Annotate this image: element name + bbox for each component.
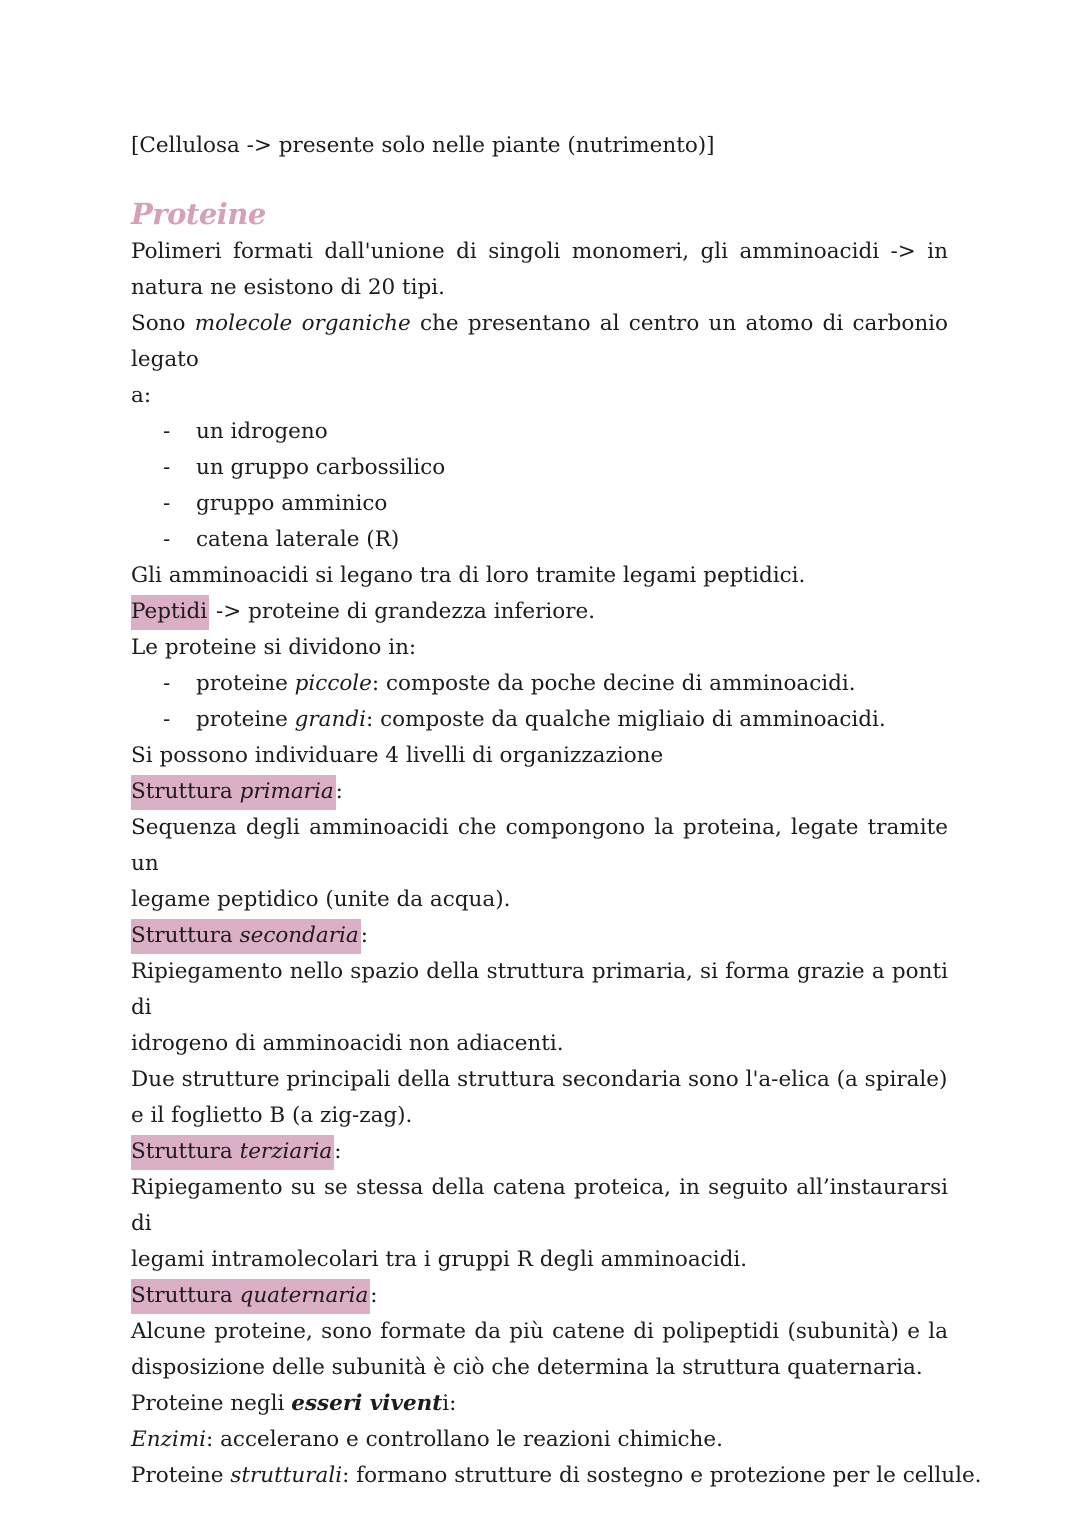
esseri-post: i: bbox=[442, 1391, 457, 1416]
label-pre: Struttura bbox=[131, 923, 240, 948]
label-colon: : bbox=[335, 779, 343, 804]
esseri-viventi-line bbox=[131, 1386, 948, 1422]
bullet-dash: - bbox=[163, 527, 171, 552]
primaria-text-line-2: legame peptidico (unite da acqua). bbox=[131, 887, 511, 912]
list-item-text: catena laterale (R) bbox=[196, 527, 400, 552]
label-struttura-secondaria-line bbox=[131, 918, 948, 954]
intro-line: [Cellulosa -> presente solo nelle piante (nutrimento)] bbox=[131, 133, 715, 158]
secondaria-text-line-2: idrogeno di amminoacidi non adiacenti. bbox=[131, 1031, 564, 1056]
document-page bbox=[131, 128, 982, 1494]
list-item-post: : composte da qualche migliaio di amminoacidi. bbox=[366, 707, 886, 732]
bullet-list-legami bbox=[131, 414, 948, 558]
paragraph-molecole-pre: Sono bbox=[131, 311, 195, 336]
label-italic: terziaria bbox=[239, 1139, 333, 1164]
list-item bbox=[163, 486, 948, 522]
highlight-peptidi: Peptidi bbox=[131, 595, 209, 630]
peptidi-text: -> proteine di grandezza inferiore. bbox=[209, 599, 596, 624]
bullet-list-dimensioni bbox=[131, 666, 948, 738]
list-item-pre: proteine bbox=[196, 671, 295, 696]
list-item-text: un idrogeno bbox=[196, 419, 328, 444]
label-italic: quaternaria bbox=[239, 1283, 369, 1308]
section-heading-proteine: Proteine bbox=[131, 197, 266, 231]
label-pre: Struttura bbox=[131, 779, 240, 804]
label-pre: Struttura bbox=[131, 1139, 240, 1164]
esseri-viventi-bold: esseri vivent bbox=[291, 1391, 443, 1416]
list-item bbox=[163, 666, 948, 702]
enzimi-italic: Enzimi bbox=[131, 1427, 207, 1452]
label-struttura-quaternaria-line bbox=[131, 1278, 948, 1314]
paragraph-livelli: Si possono individuare 4 livelli di organizzazione bbox=[131, 743, 664, 768]
label-colon: : bbox=[370, 1283, 378, 1308]
list-item bbox=[163, 450, 948, 486]
molecole-organiche-italic: molecole organiche bbox=[194, 311, 411, 336]
list-item bbox=[163, 414, 948, 450]
label-colon: : bbox=[360, 923, 368, 948]
enzimi-text: : accelerano e controllano le reazioni chimiche. bbox=[206, 1427, 723, 1452]
paragraph-molecole-post: che presentano al centro un atomo di carbonio legato bbox=[131, 311, 948, 372]
label-colon: : bbox=[334, 1139, 342, 1164]
list-item-text: un gruppo carbossilico bbox=[196, 455, 446, 480]
list-item-italic: piccole bbox=[294, 671, 372, 696]
label-italic: secondaria bbox=[239, 923, 359, 948]
list-item-post: : composte da poche decine di amminoacidi. bbox=[371, 671, 856, 696]
label-italic: primaria bbox=[239, 779, 334, 804]
bullet-dash: - bbox=[163, 455, 171, 480]
strutturali-line bbox=[131, 1458, 982, 1494]
list-item bbox=[163, 702, 948, 738]
paragraph-polimeri-line-2: natura ne esistono di 20 tipi. bbox=[131, 275, 446, 300]
secondaria-text-line-4: e il foglietto B (a zig-zag). bbox=[131, 1103, 413, 1128]
bullet-dash: - bbox=[163, 419, 171, 444]
terziaria-text-line-2: legami intramolecolari tra i gruppi R degli amminoacidi. bbox=[131, 1247, 748, 1272]
strutturali-text: : formano strutture di sostegno e protezione per le cellule. bbox=[342, 1463, 982, 1488]
secondaria-text-line-3: Due strutture principali della struttura secondaria sono l'a-elica (a spirale) bbox=[131, 1067, 948, 1092]
quaternaria-text-line-1: Alcune proteine, sono formate da più catene di polipeptidi (subunità) e la bbox=[131, 1319, 948, 1344]
bullet-dash: - bbox=[163, 707, 171, 732]
terziaria-text-line-1: Ripiegamento su se stessa della catena proteica, in seguito all’instaurarsi di bbox=[131, 1175, 948, 1236]
esseri-pre: Proteine negli bbox=[131, 1391, 292, 1416]
paragraph-legami-peptidici: Gli amminoacidi si legano tra di loro tramite legami peptidici. bbox=[131, 563, 806, 588]
paragraph-si-dividono: Le proteine si dividono in: bbox=[131, 635, 417, 660]
paragraph-polimeri-line-1: Polimeri formati dall'unione di singoli monomeri, gli amminoacidi -> in bbox=[131, 239, 948, 264]
paragraph-molecole-line-1 bbox=[131, 306, 948, 378]
list-item-text: gruppo amminico bbox=[196, 491, 388, 516]
secondaria-text-line-1: Ripiegamento nello spazio della struttura primaria, si forma grazie a ponti di bbox=[131, 959, 948, 1020]
enzimi-line bbox=[131, 1422, 948, 1458]
bullet-dash: - bbox=[163, 671, 171, 696]
peptidi-line bbox=[131, 594, 948, 630]
bullet-dash: - bbox=[163, 491, 171, 516]
quaternaria-text-line-2: disposizione delle subunità è ciò che determina la struttura quaternaria. bbox=[131, 1355, 923, 1380]
list-item bbox=[163, 522, 948, 558]
label-struttura-primaria-line bbox=[131, 774, 948, 810]
strutturali-italic: strutturali bbox=[230, 1463, 343, 1488]
paragraph-molecole-line-2: a: bbox=[131, 383, 152, 408]
highlight-struttura-primaria bbox=[131, 775, 336, 810]
primaria-text-line-1: Sequenza degli amminoacidi che compongono la proteina, legate tramite un bbox=[131, 815, 948, 876]
label-struttura-terziaria-line bbox=[131, 1134, 948, 1170]
list-item-italic: grandi bbox=[294, 707, 366, 732]
label-pre: Struttura bbox=[131, 1283, 240, 1308]
strutturali-pre: Proteine bbox=[131, 1463, 231, 1488]
list-item-pre: proteine bbox=[196, 707, 295, 732]
highlight-struttura-terziaria bbox=[131, 1135, 334, 1170]
highlight-struttura-secondaria bbox=[131, 919, 361, 954]
highlight-struttura-quaternaria bbox=[131, 1279, 370, 1314]
